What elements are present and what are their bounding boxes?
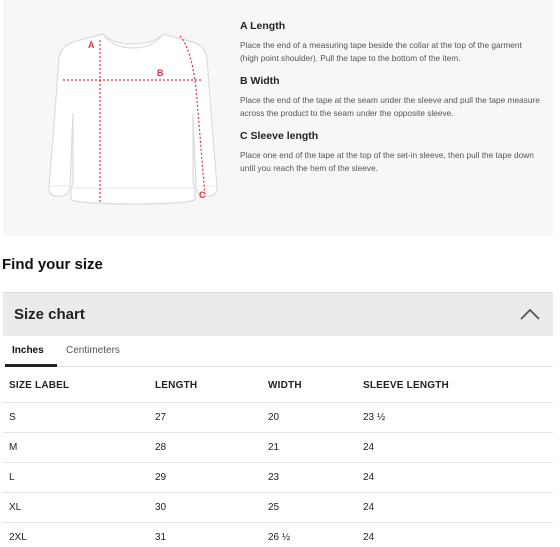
tab-inches[interactable]: Inches bbox=[12, 345, 44, 356]
find-your-size-heading: Find your size bbox=[2, 256, 103, 273]
instruction-length-title: A Length bbox=[240, 20, 286, 32]
size-label-cell: 2XL bbox=[9, 532, 27, 543]
width-cell: 23 bbox=[268, 472, 280, 483]
sweatshirt-diagram bbox=[43, 18, 223, 228]
header-sleeve-length: SLEEVE LENGTH bbox=[363, 380, 449, 391]
size-label-cell: S bbox=[9, 412, 16, 423]
label-c: C bbox=[199, 190, 206, 200]
label-b: B bbox=[157, 68, 164, 78]
size-label-cell: M bbox=[9, 442, 18, 453]
size-chart-title: Size chart bbox=[14, 306, 85, 323]
instruction-length-body: Place the end of a measuring tape beside the collar at the top of the garment (high point shoulder). Pull the tape to the bottom of the item. bbox=[240, 40, 522, 63]
length-cell: 30 bbox=[155, 502, 167, 513]
unit-tabs bbox=[3, 336, 553, 367]
measurement-guide bbox=[3, 0, 553, 236]
length-cell: 27 bbox=[155, 412, 167, 423]
tab-centimeters[interactable]: Centimeters bbox=[66, 345, 120, 356]
instruction-sleeve-title: C Sleeve length bbox=[240, 130, 319, 142]
label-a: A bbox=[88, 40, 95, 50]
instruction-width-body: Place the end of the tape at the seam under the sleeve and pull the tape measure across the product to the seam under the opposite sleeve. bbox=[240, 95, 540, 118]
width-cell: 25 bbox=[268, 502, 280, 513]
sweatshirt-outline bbox=[49, 34, 217, 204]
sleeve-length-cell: 24 bbox=[363, 502, 375, 513]
header-size-label: SIZE LABEL bbox=[9, 380, 70, 391]
table-row bbox=[3, 493, 553, 523]
table-row bbox=[3, 433, 553, 463]
width-cell: 21 bbox=[268, 442, 280, 453]
sleeve-length-cell: 23 ½ bbox=[363, 412, 386, 423]
width-cell: 20 bbox=[268, 412, 280, 423]
size-label-cell: XL bbox=[9, 502, 22, 513]
sleeve-length-cell: 24 bbox=[363, 532, 375, 543]
table-row bbox=[3, 463, 553, 493]
size-chart-accordion-header[interactable] bbox=[3, 292, 553, 336]
size-label-cell: L bbox=[9, 472, 15, 483]
sleeve-length-cell: 24 bbox=[363, 442, 375, 453]
instruction-sleeve-body: Place one end of the tape at the top of the set-in sleeve, then pull the tape down until you reach the hem of the sleeve. bbox=[240, 150, 534, 173]
width-cell: 26 ½ bbox=[268, 532, 291, 543]
length-cell: 28 bbox=[155, 442, 167, 453]
header-length: LENGTH bbox=[155, 380, 198, 391]
instruction-width-title: B Width bbox=[240, 75, 280, 87]
header-width: WIDTH bbox=[268, 380, 302, 391]
chevron-up-icon[interactable] bbox=[519, 307, 541, 321]
table-row bbox=[3, 523, 553, 547]
table-row bbox=[3, 403, 553, 433]
length-cell: 31 bbox=[155, 532, 167, 543]
sleeve-length-cell: 24 bbox=[363, 472, 375, 483]
table-header-row bbox=[3, 367, 553, 403]
length-cell: 29 bbox=[155, 472, 167, 483]
